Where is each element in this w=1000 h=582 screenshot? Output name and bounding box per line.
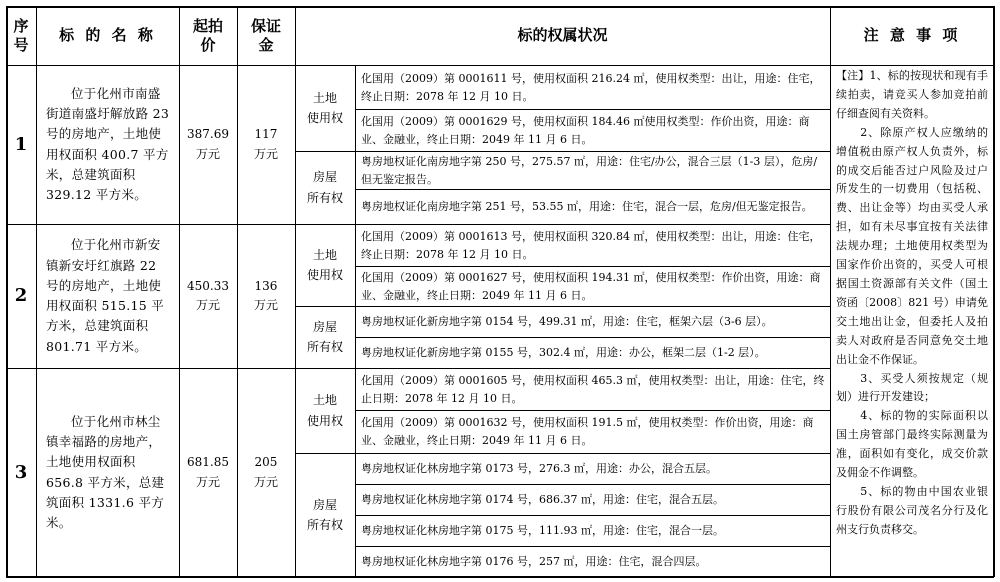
house-certificate: 粤房地权证化新房地字第 0155 号，302.4 ㎡，用途：办公，框架二层（1-2 层）。 xyxy=(361,346,766,360)
note-item: 2、除原产权人应缴纳的增值税由原产权人负责外，标的成交后能否过户风险及过户所发生的一切费用（包括税、费、出让金等）均由买受人承担，如有未尽事宜按有关法律法规办理；土地使用权类型为国家作价出资的，买受人可根据国土资源部有关文件（国土资函〔2008〕821 号）申请免交土地出让金，但委托人及拍卖人对政府是否同意免交土地出让金不作保证。 xyxy=(836,125,988,366)
note-item: 【注】1、标的按现状和现有手续拍卖，请竞买人参加竞拍前仔细查阅有关资料。 xyxy=(836,69,988,120)
house-certificate: 粤房地权证化南房地字第 251 号，53.55 ㎡，用途：住宅，混合一层，危房/但无鉴定报告。 xyxy=(361,200,813,214)
land-certificate: 化国用（2009）第 0001629 号，使用权面积 184.46 ㎡使用权类型：作价出资，用途：商业、金融业，终止日期：2049 年 11 月 6 日。 xyxy=(361,114,810,146)
row-divider xyxy=(295,453,830,454)
house-certificate: 粤房地权证化林房地字第 0174 号，686.37 ㎡，用途：住宅，混合五层。 xyxy=(361,493,724,507)
house-ownership-label: 房屋 所有权 xyxy=(306,319,343,354)
item-name xyxy=(36,224,179,368)
column-divider xyxy=(355,65,356,577)
item-name xyxy=(36,65,179,224)
item-deposit: 136 万元 xyxy=(253,278,278,312)
item-seq: 2 xyxy=(14,285,28,307)
house-certificate: 粤房地权证化南房地字第 250 号，275.57 ㎡，用途：住宅/办公，混合三层（1-3 层），危房/但无鉴定报告。 xyxy=(361,154,818,186)
header-deposit: 保证 金 xyxy=(250,16,281,54)
land-certificate: 化国用（2009）第 0001613 号，使用权面积 320.84 ㎡，使用权类型：出让，用途：住宅，终止日期：2078 年 12 月 10 日。 xyxy=(361,229,821,261)
land-use-label: 土地 使用权 xyxy=(306,247,343,282)
column-divider xyxy=(179,6,180,577)
item-deposit: 117 万元 xyxy=(253,127,278,161)
row-divider xyxy=(295,151,830,152)
item-name-text: 位于化州市林尘镇幸福路的房地产，土地使用权面积 656.8 平方米，总建筑面积 1331.6 平方米。 xyxy=(46,413,165,530)
column-divider xyxy=(295,6,296,577)
row-divider xyxy=(355,189,830,190)
house-certificate: 粤房地权证化林房地字第 0173 号，276.3 ㎡，用途：办公，混合五层。 xyxy=(361,462,717,476)
land-use-label: 土地 使用权 xyxy=(306,393,343,428)
group-divider xyxy=(6,224,830,225)
item-name-text: 位于化州市新安镇新安圩红旗路 22 号的房地产，土地使用权面积 515.15 平方米，总建筑面积 801.71 平方米。 xyxy=(46,237,165,354)
house-certificate: 粤房地权证化林房地字第 0176 号，257 ㎡，用途：住宅，混合四层。 xyxy=(361,555,707,569)
header-seq: 序 号 xyxy=(13,16,29,54)
item-deposit: 205 万元 xyxy=(253,455,278,489)
column-divider xyxy=(830,6,831,577)
header-rights: 标的权属状况 xyxy=(517,26,608,45)
item-name-text: 位于化州市南盛街道南盛圩解放路 23 号的房地产，土地使用权面积 400.7 平方米，总建筑面积 329.12 平方米。 xyxy=(46,85,170,202)
column-divider xyxy=(237,6,238,577)
item-name xyxy=(36,368,179,577)
item-price: 387.69 万元 xyxy=(187,127,229,161)
group-divider xyxy=(6,368,830,369)
table-border-left xyxy=(6,6,8,577)
row-divider xyxy=(355,515,830,516)
table-border-bottom xyxy=(6,576,994,578)
house-certificate: 粤房地权证化新房地字第 0154 号，499.31 ㎡，用途：住宅，框架六层（3-6 层）。 xyxy=(361,315,773,329)
row-divider xyxy=(355,266,830,267)
land-certificate: 化国用（2009）第 0001627 号，使用权面积 194.31 ㎡，使用权类型：作价出资，用途：商业、金融业，终止日期：2049 年 11 月 6 日。 xyxy=(361,270,821,302)
row-divider xyxy=(355,109,830,110)
item-seq: 1 xyxy=(14,133,28,155)
row-divider xyxy=(355,337,830,338)
item-price: 681.85 万元 xyxy=(187,455,229,489)
row-divider xyxy=(355,484,830,485)
header-notes: 注 意 事 项 xyxy=(863,26,961,45)
row-divider xyxy=(295,306,830,307)
item-seq: 3 xyxy=(14,461,28,483)
house-ownership-label: 房屋 所有权 xyxy=(306,170,343,205)
table-border-right xyxy=(993,6,995,577)
note-item: 4、标的物的实际面积以国土房管部门最终实际测量为准，面积如有变化，成交价款及佣金不作调整。 xyxy=(836,409,988,480)
notes-column xyxy=(830,65,994,577)
note-item: 3、买受人须按规定（规划）进行开发建设； xyxy=(836,371,988,404)
land-certificate: 化国用（2009）第 0001611 号，使用权面积 216.24 ㎡，使用权类型：出让，用途：住宅，终止日期：2078 年 12 月 10 日。 xyxy=(361,71,821,103)
header-name: 标 的 名 称 xyxy=(59,26,156,45)
house-certificate: 粤房地权证化林房地字第 0175 号，111.93 ㎡，用途：住宅，混合一层。 xyxy=(361,524,724,538)
row-divider xyxy=(355,410,830,411)
land-certificate: 化国用（2009）第 0001605 号，使用权面积 465.3 ㎡，使用权类型：出让，用途：住宅，终止日期：2078 年 12 月 10 日。 xyxy=(361,373,825,405)
land-certificate: 化国用（2009）第 0001632 号，使用权面积 191.5 ㎡，使用权类型：作价出资，用途：商业、金融业，终止日期：2049 年 11 月 6 日。 xyxy=(361,416,814,447)
land-use-label: 土地 使用权 xyxy=(306,90,343,125)
header-divider xyxy=(6,65,994,66)
row-divider xyxy=(355,546,830,547)
house-ownership-label: 房屋 所有权 xyxy=(306,497,343,532)
table-border-top xyxy=(6,6,994,8)
column-divider xyxy=(36,6,37,577)
note-item: 5、标的物由中国农业银行股份有限公司茂名分行及化州支行负责移交。 xyxy=(836,484,988,536)
header-price: 起拍 价 xyxy=(192,16,223,54)
item-price: 450.33 万元 xyxy=(187,278,229,312)
